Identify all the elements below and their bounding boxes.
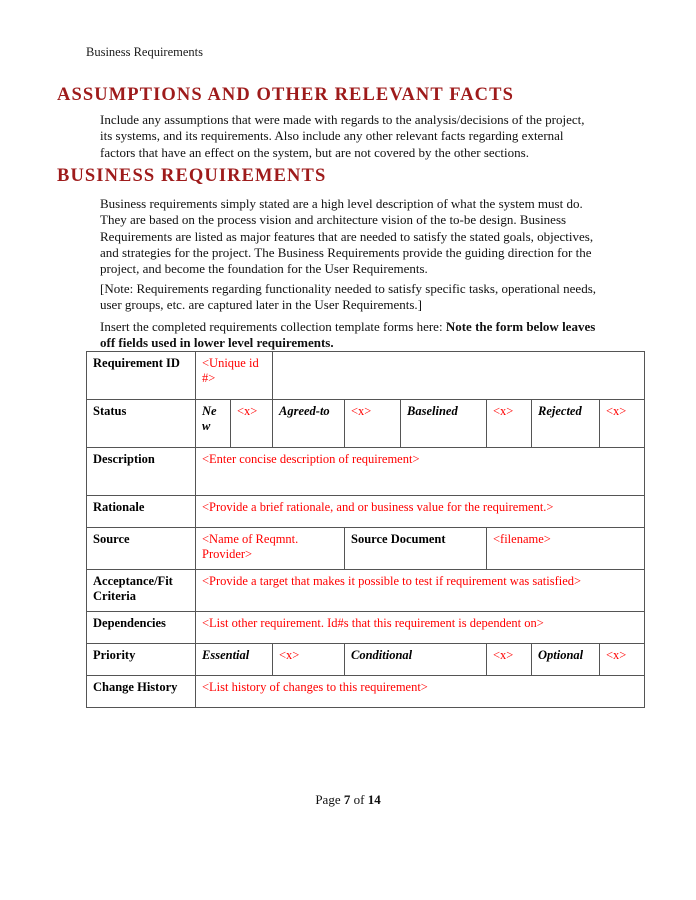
table-row-priority (87, 644, 645, 676)
heading-assumptions: ASSUMPTIONS AND OTHER RELEVANT FACTS (57, 85, 514, 105)
row-label-priority: Priority (87, 644, 196, 676)
table-row-status (87, 400, 645, 448)
status-option-new: New (196, 400, 231, 448)
row-label-dependencies: Dependencies (87, 612, 196, 644)
footer-middle: of (350, 792, 368, 807)
priority-checkbox-essential[interactable]: <x> (273, 644, 345, 676)
heading-business-requirements: BUSINESS REQUIREMENTS (57, 166, 327, 186)
paragraph-business-requirements-intro: Business requirements simply stated are a high level description of what the system must do. They are based on the process vision and architecture vision of the to-be design. Business Requirements are listed as major features that are needed to satisfy the stated goals, objectives, and strategies for the project. The Business Requirements provide the guiding direction for the project, and become the foundation for the User Requirements. (100, 196, 594, 277)
priority-checkbox-conditional[interactable]: <x> (487, 644, 532, 676)
field-requirement-id-spare[interactable] (273, 352, 645, 400)
field-rationale-value[interactable]: <Provide a brief rationale, and or business value for the requirement.> (196, 496, 645, 528)
table-row-description (87, 448, 645, 496)
row-label-change-history: Change History (87, 676, 196, 708)
field-dependencies-value[interactable]: <List other requirement. Id#s that this requirement is dependent on> (196, 612, 645, 644)
footer-total-pages: 14 (367, 792, 381, 807)
row-label-source: Source (87, 528, 196, 570)
table-row-dependencies (87, 612, 645, 644)
status-option-agreed-to: Agreed-to (273, 400, 345, 448)
status-checkbox-rejected[interactable]: <x> (600, 400, 645, 448)
row-label-rationale: Rationale (87, 496, 196, 528)
paragraph-assumptions-body: Include any assumptions that were made with regards to the analysis/decisions of the project, its systems, and its requirements. Also include any other relevant facts regarding external factors that have an effect on the system, but are not covered by the other sections. (100, 112, 585, 160)
row-label-acceptance-criteria: Acceptance/Fit Criteria (87, 570, 196, 612)
table-row-acceptance-criteria (87, 570, 645, 612)
table-row-change-history (87, 676, 645, 708)
running-header: Business Requirements (86, 45, 204, 59)
table-row-rationale (87, 496, 645, 528)
status-checkbox-agreed-to[interactable]: <x> (345, 400, 401, 448)
row-label-source-document: Source Document (345, 528, 487, 570)
row-label-requirement-id: Requirement ID (87, 352, 196, 400)
page-footer (0, 792, 696, 808)
table-row-source (87, 528, 645, 570)
priority-option-conditional: Conditional (345, 644, 487, 676)
status-option-baselined: Baselined (401, 400, 487, 448)
priority-checkbox-optional[interactable]: <x> (600, 644, 645, 676)
table-row-requirement-id (87, 352, 645, 400)
row-label-status: Status (87, 400, 196, 448)
priority-option-optional: Optional (532, 644, 600, 676)
field-requirement-id-value[interactable]: <Unique id #> (196, 352, 273, 400)
footer-prefix: Page (315, 792, 344, 807)
priority-option-essential: Essential (196, 644, 273, 676)
paragraph-business-requirements-note: [Note: Requirements regarding functionality needed to satisfy specific tasks, operational needs, user groups, etc. are captured later in the User Requirements.] (100, 281, 597, 313)
field-description-value[interactable]: <Enter concise description of requirement> (196, 448, 645, 496)
field-acceptance-criteria-value[interactable]: <Provide a target that makes it possible to test if requirement was satisfied> (196, 570, 645, 612)
insert-instruction-text: Insert the completed requirements collection template forms here: (100, 319, 446, 334)
field-source-provider[interactable]: <Name of Reqmnt. Provider> (196, 528, 345, 570)
field-change-history-value[interactable]: <List history of changes to this requirement> (196, 676, 645, 708)
paragraph-insert-instruction (100, 319, 596, 352)
row-label-description: Description (87, 448, 196, 496)
status-checkbox-new[interactable]: <x> (231, 400, 273, 448)
status-checkbox-baselined[interactable]: <x> (487, 400, 532, 448)
field-source-document-filename[interactable]: <filename> (487, 528, 645, 570)
requirements-form-table (86, 351, 645, 708)
footer-current-page: 7 (343, 792, 351, 807)
insert-instruction-emphasis: Note the form below leaves off fields used in lower level requirements. (100, 319, 596, 351)
status-option-rejected: Rejected (532, 400, 600, 448)
